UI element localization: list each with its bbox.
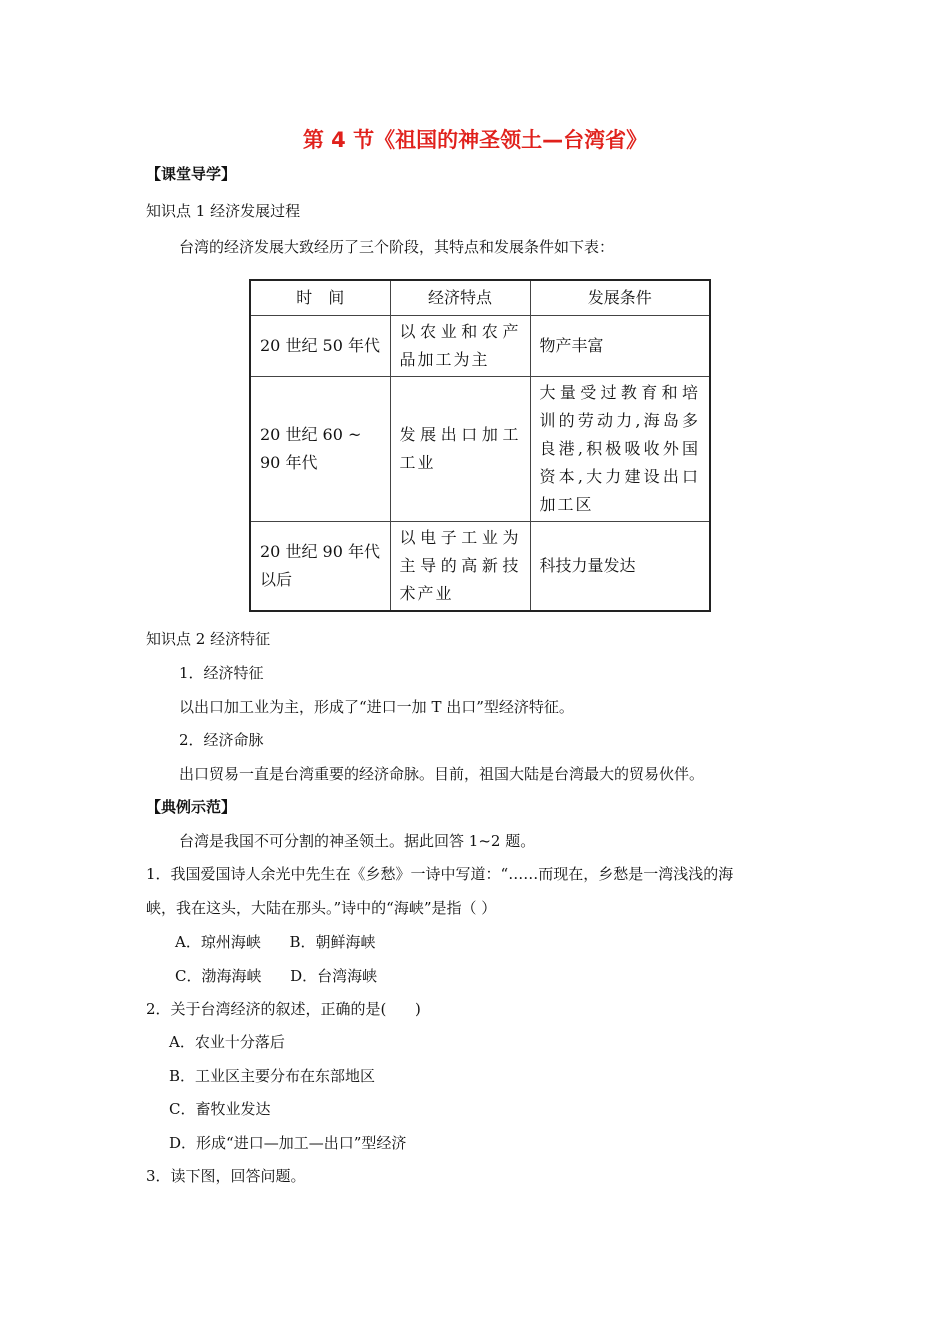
economic-features-text: 以出口加工业为主，形成了“进口一加 T 出口”型经济特征。	[179, 698, 574, 716]
section-heading-class-guide: 【课堂导学】	[146, 165, 237, 183]
table-row	[250, 522, 710, 612]
intro-paragraph: 台湾的经济发展大致经历了三个阶段，其特点和发展条件如下表：	[179, 238, 615, 256]
question-1-line-2: 峡，我在这头，大陆在那头。”诗中的“海峡”是指（ ）	[146, 899, 497, 917]
question-2-option-b: B．工业区主要分布在东部地区	[169, 1067, 376, 1085]
section-heading-examples: 【典例示范】	[146, 798, 237, 816]
question-2: 2．关于台湾经济的叙述，正确的是( )	[146, 1000, 421, 1018]
cell-conditions: 大量受过教育和培训的劳动力,海岛多良港,积极吸收外国资本,大力建设出口加工区	[530, 377, 710, 522]
example-intro: 台湾是我国不可分割的神圣领土。据此回答 1~2 题。	[179, 832, 536, 850]
header-features: 经济特点	[390, 280, 530, 316]
question-2-option-a: A．农业十分落后	[169, 1033, 285, 1051]
header-time: 时 间	[250, 280, 390, 316]
knowledge-point-2: 知识点 2 经济特征	[146, 630, 271, 648]
cell-features: 以农业和农产品加工为主	[390, 316, 530, 377]
cell-time: 20 世纪 60 ~ 90 年代	[250, 377, 390, 522]
cell-time: 20 世纪 90 年代以后	[250, 522, 390, 612]
question-2-option-d: D．形成“进口—加工—出口”型经济	[169, 1134, 407, 1152]
question-1-options-cd: C．渤海海峡 D．台湾海峡	[175, 967, 378, 985]
table-row	[250, 316, 710, 377]
cell-time: 20 世纪 50 年代	[250, 316, 390, 377]
subheading-economic-lifeline: 2．经济命脉	[179, 731, 264, 749]
question-1-line-1: 1．我国爱国诗人余光中先生在《乡愁》一诗中写道：“……而现在，乡愁是一湾浅浅的海	[146, 865, 734, 883]
economic-stages-table	[249, 279, 711, 612]
economic-lifeline-text: 出口贸易一直是台湾重要的经济命脉。目前，祖国大陆是台湾最大的贸易伙伴。	[179, 765, 705, 783]
table-header-row	[250, 280, 710, 316]
table-row	[250, 377, 710, 522]
cell-conditions: 物产丰富	[530, 316, 710, 377]
question-3: 3．读下图，回答问题。	[146, 1167, 306, 1185]
question-2-option-c: C．畜牧业发达	[169, 1100, 271, 1118]
cell-features: 以电子工业为主导的高新技术产业	[390, 522, 530, 612]
cell-conditions: 科技力量发达	[530, 522, 710, 612]
question-1-options-ab: A．琼州海峡 B．朝鲜海峡	[175, 933, 376, 951]
knowledge-point-1: 知识点 1 经济发展过程	[146, 202, 301, 220]
subheading-economic-features: 1．经济特征	[179, 664, 264, 682]
cell-features: 发展出口加工工业	[390, 377, 530, 522]
header-conditions: 发展条件	[530, 280, 710, 316]
page-title: 第 4 节《祖国的神圣领土—台湾省》	[302, 128, 648, 152]
